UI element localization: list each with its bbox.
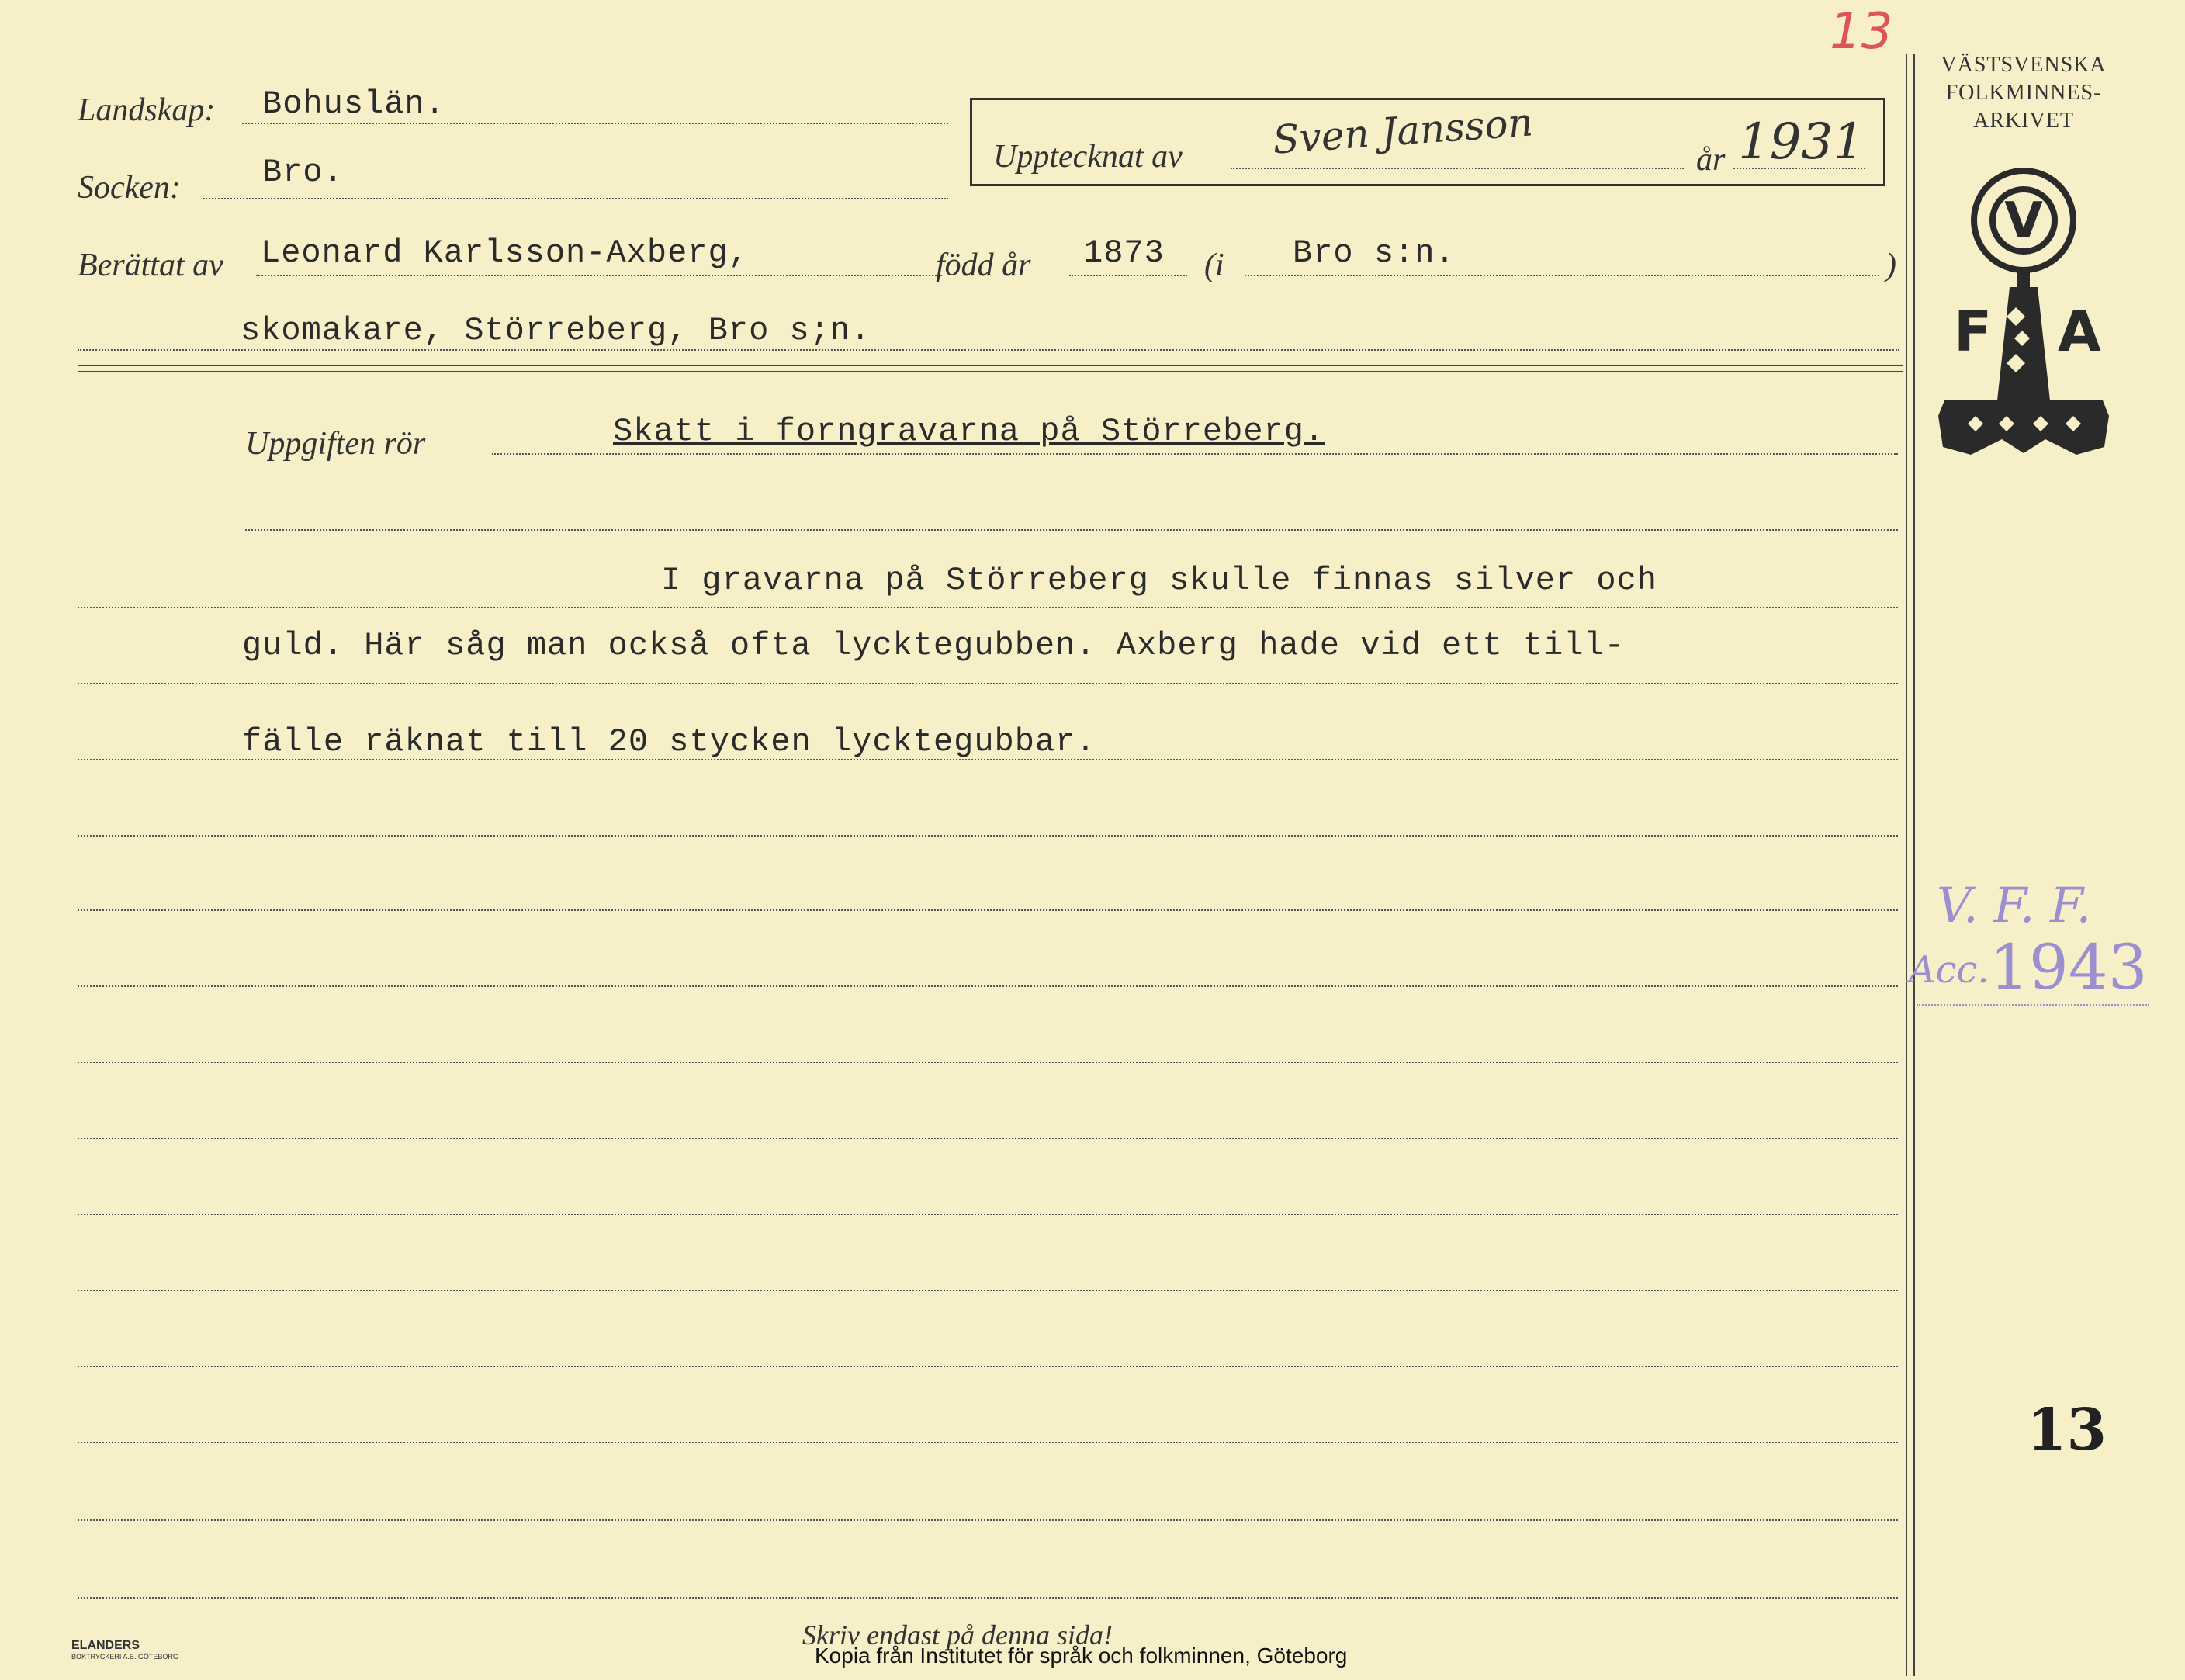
stamp-dotline xyxy=(1917,1004,2149,1006)
subject-dotline xyxy=(492,453,1898,455)
ruled-line-11 xyxy=(78,1366,1898,1367)
body-line-1: I gravarna på Störreberg skulle finnas silver och xyxy=(661,562,1658,599)
printer-mark xyxy=(71,1639,178,1661)
archive-line-3: ARKIVET xyxy=(1973,109,2074,133)
footer-instruction: Skriv endast på denna sida! xyxy=(802,1619,1113,1651)
printer-subtitle: BOKTRYCKERI A.B. GÖTEBORG xyxy=(71,1653,178,1661)
stamp-acc-label: Acc. xyxy=(1909,948,1989,992)
right-vertical-rule-1 xyxy=(1906,54,1907,1676)
parish-dotline xyxy=(1245,275,1879,276)
stamp-acc-value: 1943 xyxy=(1989,931,2148,1003)
archive-line-2: FOLKMINNES- xyxy=(1945,81,2102,105)
subject-label: Uppgiften rör xyxy=(245,426,426,462)
footer-copy-note: Kopia från Institutet för språk och folkminnen, Göteborg xyxy=(815,1644,1348,1668)
header-rule-bottom xyxy=(78,371,1903,372)
body-line-2: guld. Här såg man också ofta lycktegubben. Axberg hade vid ett till- xyxy=(242,627,1625,664)
sheet-number: 13 xyxy=(2027,1397,2107,1464)
year-dotline xyxy=(1733,168,1865,169)
right-vertical-rule-2 xyxy=(1913,54,1915,1676)
parish-label: (i xyxy=(1204,248,1224,283)
year-value: 1931 xyxy=(1738,113,1865,171)
ruled-line-13 xyxy=(78,1519,1898,1521)
narrator-value: Leonard Karlsson-Axberg, xyxy=(261,234,749,272)
occupation-value: skomakare, Störreberg, Bro s;n. xyxy=(241,312,871,349)
year-label: år xyxy=(1696,142,1726,178)
ruled-line-14 xyxy=(78,1597,1898,1599)
socken-value: Bro. xyxy=(262,154,344,191)
ruled-line-6 xyxy=(78,985,1898,987)
landskap-dotline xyxy=(242,123,948,124)
ruled-line-8 xyxy=(78,1138,1898,1139)
red-page-number: 13 xyxy=(1830,3,1893,61)
stamp-vff: V. F. F. xyxy=(1937,877,2092,934)
narrator-dotline xyxy=(256,275,942,276)
born-label: född år xyxy=(936,248,1031,283)
archive-line-1: VÄSTSVENSKA xyxy=(1941,53,2107,77)
archive-hammer-logo xyxy=(1929,160,2123,470)
parish-value: Bro s:n. xyxy=(1293,234,1456,272)
subject-value: Skatt i forngravarna på Störreberg. xyxy=(613,413,1325,450)
socken-label: Socken: xyxy=(78,170,181,206)
logo-letter-a: A xyxy=(2058,299,2101,364)
ruled-line-3 xyxy=(78,759,1898,760)
recorder-dotline xyxy=(1231,168,1684,169)
ruled-line-9 xyxy=(78,1214,1898,1215)
ruled-line-12 xyxy=(78,1442,1898,1443)
close-paren: ) xyxy=(1885,248,1896,283)
ruled-line-1 xyxy=(78,607,1898,608)
socken-dotline xyxy=(203,198,948,199)
subject-dotline-2 xyxy=(245,529,1898,531)
narrator-label: Berättat av xyxy=(78,248,223,283)
logo-letter-v: V xyxy=(2004,192,2043,250)
recorder-label: Upptecknat av xyxy=(993,139,1183,175)
ruled-line-2 xyxy=(78,683,1898,684)
ruled-line-4 xyxy=(78,835,1898,837)
landskap-value: Bohuslän. xyxy=(262,85,445,123)
born-value: 1873 xyxy=(1083,234,1165,272)
header-rule-top xyxy=(78,365,1903,366)
ruled-line-10 xyxy=(78,1290,1898,1291)
ruled-line-7 xyxy=(78,1062,1898,1063)
landskap-label: Landskap: xyxy=(78,92,216,128)
ruled-line-5 xyxy=(78,909,1898,911)
born-dotline xyxy=(1069,275,1187,276)
body-line-3: fälle räknat till 20 stycken lycktegubbar. xyxy=(242,723,1096,760)
recorder-signature: Sven Jansson xyxy=(1271,99,1535,163)
printer-name: ELANDERS xyxy=(71,1639,140,1652)
archive-heading xyxy=(1921,51,2126,135)
occupation-dotline xyxy=(78,349,1899,351)
logo-letter-f: F xyxy=(1954,299,1993,364)
